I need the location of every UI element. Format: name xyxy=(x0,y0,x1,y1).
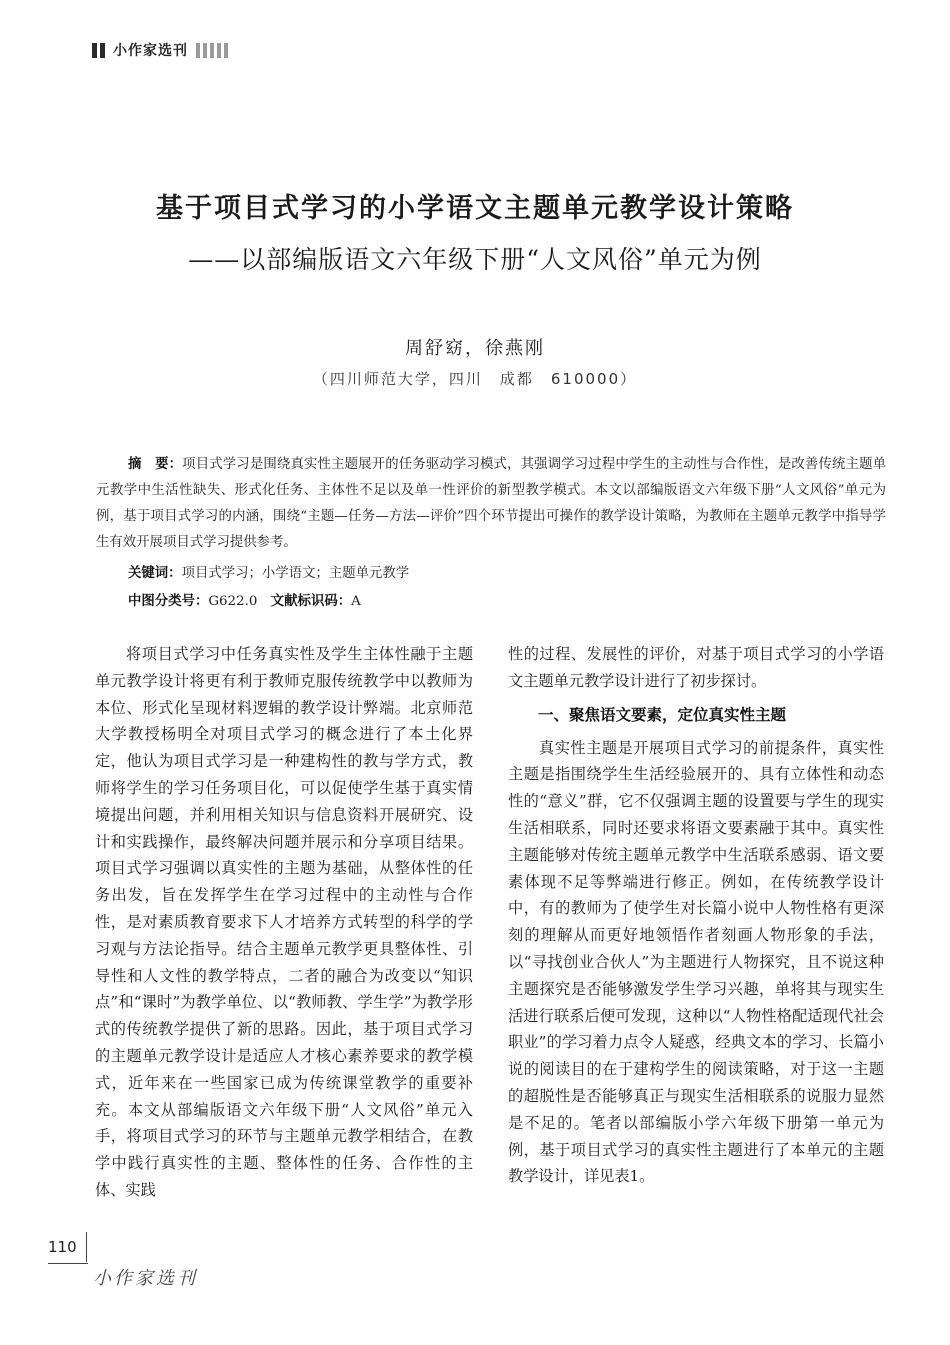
authors: 周舒窈，徐燕刚 xyxy=(405,338,545,359)
section-heading-1: 一、聚焦语文要素，定位真实性主题 xyxy=(538,705,787,724)
abstract-label: 摘 要： xyxy=(128,457,183,472)
clc-value: G622.0 xyxy=(208,594,258,609)
affiliation: （四川师范大学，四川 成都 610000） xyxy=(312,370,638,388)
clc-label: 中图分类号： xyxy=(128,594,209,609)
footer-journal-logo: 小作家选刊 xyxy=(93,1268,198,1289)
header-bars-light xyxy=(196,43,228,58)
doc-code-value: A xyxy=(351,594,361,609)
article-title: 基于项目式学习的小学语文主题单元教学设计策略 xyxy=(156,193,794,224)
keywords-label: 关键词： xyxy=(128,566,182,581)
keywords-text: 项目式学习；小学语文；主题单元教学 xyxy=(181,566,410,581)
footer-horizontal-rule xyxy=(48,1263,88,1264)
footer-vertical-rule xyxy=(86,1232,87,1262)
doc-code-label: 文献标识码： xyxy=(270,594,352,609)
keywords xyxy=(128,562,409,581)
running-header xyxy=(92,39,228,61)
intro-paragraph: 将项目式学习中任务真实性及学生主体性融于主题单元教学设计将更有利于教师克服传统教学中以教师为本位、形式化呈现材料逻辑的教学设计弊端。北京师范大学教授杨明全对项目式学习的概念进行了本土化界定，他认为项目式学习是一种建构性的教与学方式，教师将学生的学习任务项目化，可以促使学生基于真实情境提出问题，并利用相关知识与信息资料开展研究、设计和实践操作，最终解决问题并展示和分享项目结果。项目式学习强调以真实性的主题为基础，从整体性的任务出发，旨在发挥学生在学习过程中的主动性与合作性，是对素质教育要求下人才培养方式转型的科学的学习观与方法论指导。结合主题单元教学更具整体性、引导性和人文性的教学特点，二者的融合为改变以“知识点”和“课时”为教学单位、以“教师教、学生学”为教学形式的传统教学提供了新的思路。因此，基于项目式学习的主题单元教学设计是适应人才核心素养要求的教学模式，近年来在一些国家已成为传统课堂教学的重要补充。本文从部编版语文六年级下册“人文风俗”单元入手，将项目式学习的环节与主题单元教学相结合，在教学中践行真实性的主题、整体性的任务、合作性的主体、实践 xyxy=(95,645,473,1199)
abstract-text: 项目式学习是围绕真实性主题展开的任务驱动学习模式，其强调学习过程中学生的主动性与合作性，是改善传统主题单元教学中生活性缺失、形式化任务、主体性不足以及单一性评价的新型教学模式。本文以部编版语文六年级下册“人文风俗”单元为例，基于项目式学习的内涵，围绕“主题—任务—方法—评价”四个环节提出可操作的教学设计策略，为教师在主题单元教学中指导学生有效开展项目式学习提供参考。 xyxy=(96,457,886,550)
page-number: 110 xyxy=(48,1238,77,1256)
intro-paragraph-continued: 性的过程、发展性的评价，对基于项目式学习的小学语文主题单元教学设计进行了初步探讨。 xyxy=(508,645,884,690)
body-column-left xyxy=(95,641,473,1204)
body-column-right xyxy=(508,641,884,1190)
abstract xyxy=(96,452,886,556)
header-bars-dark xyxy=(92,43,105,58)
section-1-paragraph: 真实性主题是开展项目式学习的前提条件，真实性主题是指围绕学生生活经验展开的、具有立体性和动态性的“意义”群，它不仅强调主题的设置要与学生的现实生活相联系，同时还要求将语文要素融于其中。真实性主题能够对传统主题单元教学中生活联系感弱、语文要素体现不足等弊端进行修正。例如，在传统教学设计中，有的教师为了使学生对长篇小说中人物性格有更深刻的理解从而更好地领悟作者刻画人物形象的手法，以“寻找创业合伙人”为主题进行人物探究，且不说这种主题探究是否能够激发学生学习兴趣，单将其与现实生活进行联系后便可发现，这种以“人物性格配适现代社会职业”的学习着力点令人疑惑，经典文本的学习、长篇小说的阅读目的在于建构学生的阅读策略，对于这一主题的超脱性是否能够真正与现实生活相联系的说服力显然是不足的。笔者以部编版小学六年级下册第一单元为例，基于项目式学习的真实性主题进行了本单元的主题教学设计，详见表1。 xyxy=(508,738,884,1186)
classification xyxy=(128,590,361,609)
journal-name: 小作家选刊 xyxy=(113,43,188,59)
article-subtitle: ——以部编版语文六年级下册“人文风俗”单元为例 xyxy=(188,245,762,274)
